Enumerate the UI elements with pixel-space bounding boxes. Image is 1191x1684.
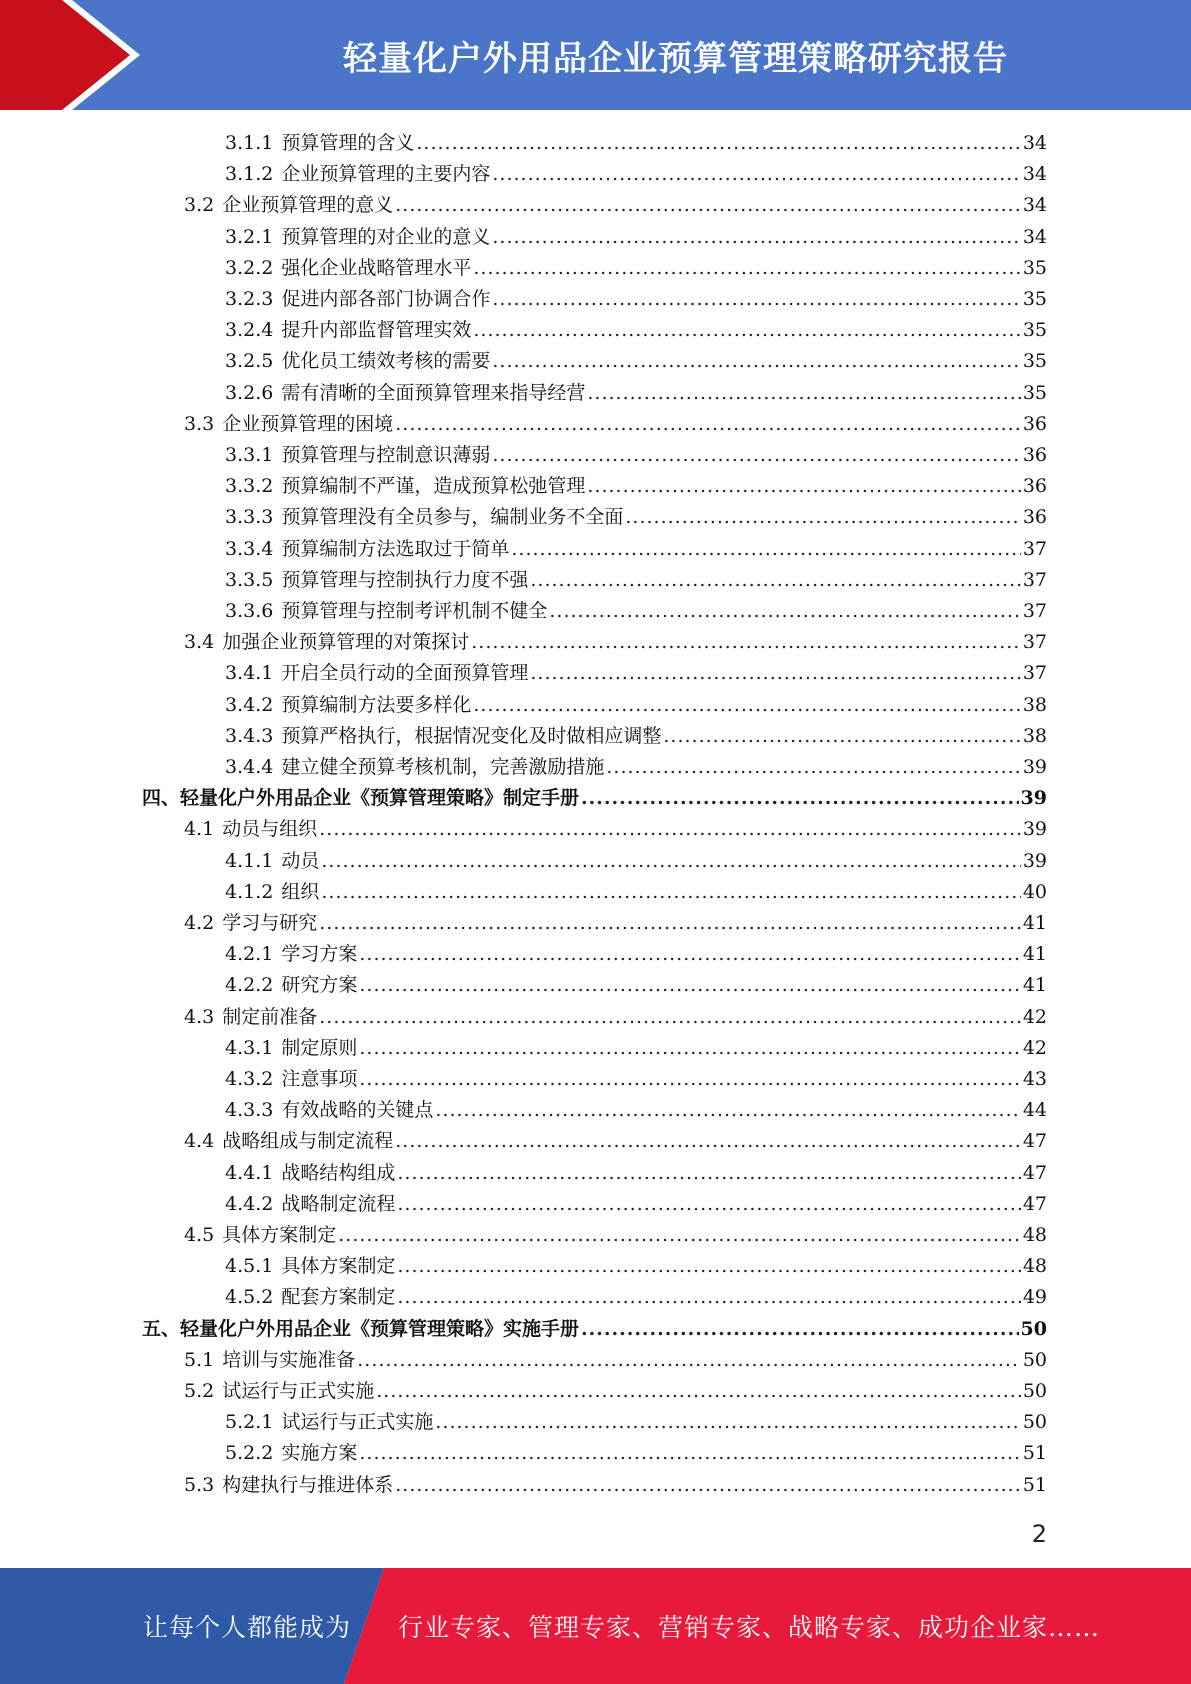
toc-dot-leader bbox=[473, 690, 1020, 721]
toc-entry-number: 3.4.3 bbox=[225, 724, 274, 747]
toc-entry-title: 四、轻量化户外用品企业《预算管理策略》制定手册 bbox=[142, 787, 580, 810]
footer-slogan-left: 让每个人都能成为 bbox=[143, 1613, 352, 1642]
toc-dot-leader bbox=[359, 1064, 1020, 1095]
toc-entry-number: 4.1.1 bbox=[225, 849, 274, 872]
toc-entry-number: 5.2 bbox=[184, 1380, 215, 1402]
toc-entry-number: 3.3.4 bbox=[225, 537, 274, 560]
toc-entry-title: 有效战略的关键点 bbox=[281, 1099, 434, 1122]
toc-entry-number: 3.3.5 bbox=[225, 568, 274, 591]
toc-dot-leader bbox=[359, 1033, 1020, 1064]
toc-entry-title: 注意事项 bbox=[281, 1068, 358, 1090]
page-number: 2 bbox=[1031, 1520, 1047, 1548]
toc-entry-number: 4.5.1 bbox=[225, 1255, 274, 1278]
toc-entry[interactable] bbox=[225, 471, 1047, 502]
toc-entry-title: 战略结构组成 bbox=[281, 1161, 396, 1184]
toc-entry[interactable] bbox=[225, 565, 1047, 596]
toc-entry-page: 39 bbox=[1022, 756, 1047, 778]
toc-entry-title: 组织 bbox=[281, 880, 320, 903]
toc-dot-leader bbox=[321, 846, 1020, 877]
header-title: 轻量化户外用品企业预算管理策略研究报告 bbox=[343, 38, 1008, 79]
toc-entry[interactable] bbox=[225, 440, 1047, 471]
toc-entry-number: 4.5.2 bbox=[225, 1286, 274, 1309]
toc-entry-title: 需有清晰的全面预算管理来指导经营 bbox=[281, 381, 586, 404]
toc-dot-leader bbox=[359, 970, 1020, 1001]
toc-entry-title: 企业预算管理的困境 bbox=[222, 412, 394, 435]
toc-dot-leader bbox=[397, 1282, 1020, 1313]
toc-entry[interactable] bbox=[184, 1376, 1047, 1407]
toc-entry-page: 41 bbox=[1022, 974, 1047, 997]
toc-entry-page: 44 bbox=[1022, 1099, 1047, 1122]
toc-entry-page: 37 bbox=[1022, 631, 1047, 654]
toc-entry-page: 40 bbox=[1022, 880, 1047, 903]
toc-dot-leader bbox=[395, 1470, 1021, 1501]
toc-dot-leader bbox=[416, 128, 1020, 159]
toc-entry-title: 预算编制不严谨，造成预算松弛管理 bbox=[281, 475, 586, 498]
toc-entry[interactable] bbox=[225, 1064, 1047, 1095]
toc-dot-leader bbox=[359, 1438, 1020, 1469]
toc-entry-page: 41 bbox=[1022, 912, 1047, 934]
toc-entry-page: 35 bbox=[1022, 381, 1047, 404]
toc-entry-page: 34 bbox=[1022, 163, 1047, 186]
toc-entry[interactable] bbox=[225, 721, 1047, 752]
toc-dot-leader bbox=[395, 1126, 1021, 1157]
toc-entry-page: 48 bbox=[1022, 1224, 1047, 1246]
toc-entry-title: 五、轻量化户外用品企业《预算管理策略》实施手册 bbox=[142, 1317, 580, 1340]
toc-entry[interactable] bbox=[225, 1251, 1047, 1282]
toc-entry[interactable] bbox=[225, 1095, 1047, 1126]
toc-entry-number: 3.2.3 bbox=[225, 288, 274, 310]
toc-dot-leader bbox=[319, 814, 1021, 845]
toc-entry[interactable] bbox=[225, 1282, 1047, 1313]
toc-entry-number: 3.2.6 bbox=[225, 381, 274, 404]
toc-entry-page: 42 bbox=[1022, 1036, 1047, 1059]
toc-entry[interactable] bbox=[225, 846, 1047, 877]
toc-dot-leader bbox=[581, 1314, 1019, 1345]
toc-entry[interactable] bbox=[184, 1002, 1047, 1033]
toc-entry[interactable] bbox=[225, 752, 1047, 783]
toc-entry-title: 促进内部各部门协调合作 bbox=[281, 288, 491, 310]
toc-dot-leader bbox=[492, 222, 1020, 253]
toc-entry-number: 4.3.2 bbox=[225, 1068, 274, 1090]
toc-entry-page: 39 bbox=[1020, 787, 1047, 810]
toc-entry-page: 38 bbox=[1022, 693, 1047, 716]
toc-entry[interactable] bbox=[225, 378, 1047, 409]
toc-entry-number: 3.4.1 bbox=[225, 662, 274, 685]
toc-entry-title: 构建执行与推进体系 bbox=[222, 1473, 394, 1496]
toc-entry-title: 动员 bbox=[281, 849, 320, 872]
toc-entry[interactable] bbox=[225, 253, 1047, 284]
toc-entry-page: 35 bbox=[1022, 319, 1047, 342]
toc-entry-title: 战略组成与制定流程 bbox=[222, 1130, 394, 1153]
toc-entry[interactable] bbox=[225, 1189, 1047, 1220]
toc-entry-title: 预算管理与控制意识薄弱 bbox=[281, 444, 491, 466]
toc-dot-leader bbox=[473, 315, 1020, 346]
toc-dot-leader bbox=[606, 752, 1020, 783]
toc-entry-number: 5.1 bbox=[184, 1348, 215, 1371]
toc-entry[interactable] bbox=[225, 1033, 1047, 1064]
toc-entry-number: 4.5 bbox=[184, 1224, 215, 1246]
toc-entry-title: 提升内部监督管理实效 bbox=[281, 319, 472, 342]
toc-dot-leader bbox=[663, 721, 1020, 752]
toc-entry-page: 50 bbox=[1020, 1317, 1047, 1340]
toc-entry-title: 配套方案制定 bbox=[281, 1286, 396, 1309]
toc-entry[interactable] bbox=[225, 658, 1047, 689]
toc-entry[interactable] bbox=[225, 346, 1047, 377]
toc-entry[interactable] bbox=[225, 315, 1047, 346]
toc-entry-page: 38 bbox=[1022, 724, 1047, 747]
toc-dot-leader bbox=[625, 502, 1020, 533]
toc-entry-title: 强化企业战略管理水平 bbox=[281, 256, 472, 279]
toc-entry[interactable] bbox=[225, 1407, 1047, 1438]
toc-dot-leader bbox=[395, 409, 1021, 440]
toc-entry-page: 50 bbox=[1022, 1380, 1047, 1402]
toc-entry-page: 41 bbox=[1022, 943, 1047, 966]
toc-entry-page: 47 bbox=[1022, 1192, 1047, 1215]
toc-dot-leader bbox=[492, 346, 1020, 377]
toc-entry-number: 3.2.4 bbox=[225, 319, 274, 342]
toc-entry-title: 动员与组织 bbox=[222, 818, 318, 841]
toc-entry[interactable] bbox=[225, 284, 1047, 315]
toc-entry-title: 具体方案制定 bbox=[222, 1224, 337, 1246]
toc-entry-page: 37 bbox=[1022, 662, 1047, 685]
toc-entry-page: 35 bbox=[1022, 256, 1047, 279]
toc-entry-number: 5.2.2 bbox=[225, 1442, 274, 1465]
toc-entry-page: 43 bbox=[1022, 1068, 1047, 1090]
toc-entry-page: 39 bbox=[1022, 849, 1047, 872]
toc-entry-title: 建立健全预算考核机制，完善激励措施 bbox=[281, 756, 605, 778]
toc-entry-title: 制定原则 bbox=[281, 1036, 358, 1059]
toc-entry-number: 4.3.1 bbox=[225, 1036, 274, 1059]
toc-entry[interactable] bbox=[184, 908, 1047, 939]
toc-entry[interactable] bbox=[225, 502, 1047, 533]
toc-entry-number: 3.1.1 bbox=[225, 132, 274, 154]
toc-dot-leader bbox=[581, 783, 1019, 814]
toc-entry-page: 37 bbox=[1022, 568, 1047, 591]
toc-entry[interactable] bbox=[184, 627, 1047, 658]
toc-dot-leader bbox=[359, 939, 1020, 970]
toc-dot-leader bbox=[549, 596, 1020, 627]
toc-dot-leader bbox=[321, 877, 1020, 908]
toc-dot-leader bbox=[587, 378, 1020, 409]
toc-entry-number: 5.2.1 bbox=[225, 1411, 274, 1434]
toc-entry-number: 3.1.2 bbox=[225, 163, 274, 186]
toc-dot-leader bbox=[435, 1407, 1020, 1438]
toc-entry[interactable] bbox=[225, 1438, 1047, 1469]
toc-entry[interactable] bbox=[184, 409, 1047, 440]
toc-dot-leader bbox=[319, 1002, 1021, 1033]
toc-entry-number: 3.2 bbox=[184, 194, 215, 217]
toc-entry-page: 36 bbox=[1022, 506, 1047, 529]
toc-dot-leader bbox=[471, 627, 1021, 658]
toc-dot-leader bbox=[530, 565, 1020, 596]
toc-entry-page: 39 bbox=[1022, 818, 1047, 841]
toc-entry-page: 37 bbox=[1022, 600, 1047, 622]
toc-dot-leader bbox=[395, 190, 1021, 221]
toc-entry-page: 36 bbox=[1022, 475, 1047, 498]
toc-entry-number: 4.4.2 bbox=[225, 1192, 274, 1215]
page-footer bbox=[0, 1568, 1191, 1684]
toc-dot-leader bbox=[435, 1095, 1020, 1126]
toc-entry-number: 4.3 bbox=[184, 1005, 215, 1028]
toc-entry-title: 战略制定流程 bbox=[281, 1192, 396, 1215]
footer-slogan-right: 行业专家、管理专家、营销专家、战略专家、成功企业家…… bbox=[398, 1613, 1101, 1642]
toc-entry-number: 3.3.1 bbox=[225, 444, 274, 466]
toc-entry-title: 培训与实施准备 bbox=[222, 1348, 356, 1371]
toc-dot-leader bbox=[338, 1220, 1021, 1251]
toc-entry-page: 50 bbox=[1022, 1411, 1047, 1434]
toc-entry-page: 34 bbox=[1022, 225, 1047, 248]
toc-entry-page: 35 bbox=[1022, 288, 1047, 310]
toc-dot-leader bbox=[530, 658, 1020, 689]
toc-dot-leader bbox=[492, 284, 1020, 315]
toc-dot-leader bbox=[492, 440, 1020, 471]
toc-entry[interactable] bbox=[225, 877, 1047, 908]
toc-entry-number: 4.2.1 bbox=[225, 943, 274, 966]
toc-entry[interactable] bbox=[184, 1220, 1047, 1251]
toc-entry-title: 具体方案制定 bbox=[281, 1255, 396, 1278]
toc-entry-title: 研究方案 bbox=[281, 974, 358, 997]
toc-dot-leader bbox=[397, 1189, 1020, 1220]
toc-entry[interactable] bbox=[142, 783, 1047, 814]
toc-entry-title: 企业预算管理的意义 bbox=[222, 194, 394, 217]
toc-entry-page: 48 bbox=[1022, 1255, 1047, 1278]
toc-entry-number: 3.4 bbox=[184, 631, 215, 654]
toc-entry-number: 5.3 bbox=[184, 1473, 215, 1496]
toc-entry-number: 4.2 bbox=[184, 912, 215, 934]
toc-entry-page: 34 bbox=[1022, 132, 1047, 154]
toc-entry-page: 51 bbox=[1022, 1442, 1047, 1465]
toc-entry-title: 试运行与正式实施 bbox=[222, 1380, 375, 1402]
toc-entry-page: 35 bbox=[1022, 350, 1047, 373]
toc-dot-leader bbox=[587, 471, 1020, 502]
toc-entry[interactable] bbox=[225, 534, 1047, 565]
toc-entry-number: 4.1.2 bbox=[225, 880, 274, 903]
toc-entry-page: 51 bbox=[1022, 1473, 1047, 1496]
toc-entry[interactable] bbox=[225, 1158, 1047, 1189]
toc-dot-leader bbox=[473, 253, 1020, 284]
toc-entry-number: 4.4 bbox=[184, 1130, 215, 1153]
toc-entry-title: 试运行与正式实施 bbox=[281, 1411, 434, 1434]
toc-entry-title: 预算编制方法要多样化 bbox=[281, 693, 472, 716]
toc-dot-leader bbox=[511, 534, 1020, 565]
toc-entry-number: 3.3.2 bbox=[225, 475, 274, 498]
toc-entry[interactable] bbox=[184, 190, 1047, 221]
toc-entry-page: 36 bbox=[1022, 412, 1047, 435]
toc-entry-title: 预算管理没有全员参与，编制业务不全面 bbox=[281, 506, 624, 529]
toc-entry-number: 4.3.3 bbox=[225, 1099, 274, 1122]
toc-entry[interactable] bbox=[225, 222, 1047, 253]
toc-entry[interactable] bbox=[225, 690, 1047, 721]
toc-entry-number: 4.4.1 bbox=[225, 1161, 274, 1184]
toc-entry-page: 34 bbox=[1022, 194, 1047, 217]
toc-entry-title: 预算严格执行，根据情况变化及时做相应调整 bbox=[281, 724, 662, 747]
toc-entry-page: 42 bbox=[1022, 1005, 1047, 1028]
toc-entry-page: 50 bbox=[1022, 1348, 1047, 1371]
toc-entry-page: 36 bbox=[1022, 444, 1047, 466]
toc-entry-title: 预算管理与控制执行力度不强 bbox=[281, 568, 529, 591]
toc-entry-title: 预算管理与控制考评机制不健全 bbox=[281, 600, 548, 622]
toc-entry-title: 学习与研究 bbox=[222, 912, 318, 934]
toc-entry-title: 预算管理的对企业的意义 bbox=[281, 225, 491, 248]
toc-entry[interactable] bbox=[225, 596, 1047, 627]
toc-entry-title: 预算管理的含义 bbox=[281, 132, 415, 154]
page-header bbox=[0, 0, 1191, 110]
toc-entry-title: 加强企业预算管理的对策探讨 bbox=[222, 631, 470, 654]
toc-dot-leader bbox=[492, 159, 1020, 190]
toc-entry-number: 3.2.1 bbox=[225, 225, 274, 248]
toc-entry-number: 3.3.3 bbox=[225, 506, 274, 529]
toc-entry-title: 制定前准备 bbox=[222, 1005, 318, 1028]
toc-entry-title: 预算编制方法选取过于简单 bbox=[281, 537, 510, 560]
toc-entry[interactable] bbox=[225, 939, 1047, 970]
toc-entry[interactable] bbox=[184, 814, 1047, 845]
toc-entry[interactable] bbox=[225, 159, 1047, 190]
toc-entry-number: 4.1 bbox=[184, 818, 215, 841]
toc-entry[interactable] bbox=[142, 1314, 1047, 1345]
toc-entry-number: 3.2.2 bbox=[225, 256, 274, 279]
toc-dot-leader bbox=[397, 1158, 1020, 1189]
toc-entry-page: 49 bbox=[1022, 1286, 1047, 1309]
toc-entry-title: 学习方案 bbox=[281, 943, 358, 966]
toc-entry-number: 3.4.2 bbox=[225, 693, 274, 716]
toc-entry-number: 3.3.6 bbox=[225, 600, 274, 622]
toc-entry-title: 优化员工绩效考核的需要 bbox=[281, 350, 491, 373]
toc-entry-page: 47 bbox=[1022, 1130, 1047, 1153]
toc-entry-number: 4.2.2 bbox=[225, 974, 274, 997]
toc-entry-title: 企业预算管理的主要内容 bbox=[281, 163, 491, 186]
toc-entry-number: 3.3 bbox=[184, 412, 215, 435]
toc-entry[interactable] bbox=[184, 1470, 1047, 1501]
toc-entry[interactable] bbox=[225, 970, 1047, 1001]
toc-entry[interactable] bbox=[184, 1345, 1047, 1376]
toc-entry[interactable] bbox=[184, 1126, 1047, 1157]
toc-dot-leader bbox=[357, 1345, 1021, 1376]
toc-entry-page: 37 bbox=[1022, 537, 1047, 560]
toc-entry-number: 3.2.5 bbox=[225, 350, 274, 373]
toc-entry-title: 实施方案 bbox=[281, 1442, 358, 1465]
toc-dot-leader bbox=[319, 908, 1021, 939]
toc-entry-number: 3.4.4 bbox=[225, 756, 274, 778]
toc-dot-leader bbox=[397, 1251, 1020, 1282]
toc-entry-page: 47 bbox=[1022, 1161, 1047, 1184]
toc-entry[interactable] bbox=[225, 128, 1047, 159]
toc-dot-leader bbox=[376, 1376, 1021, 1407]
toc-entry-title: 开启全员行动的全面预算管理 bbox=[281, 662, 529, 685]
